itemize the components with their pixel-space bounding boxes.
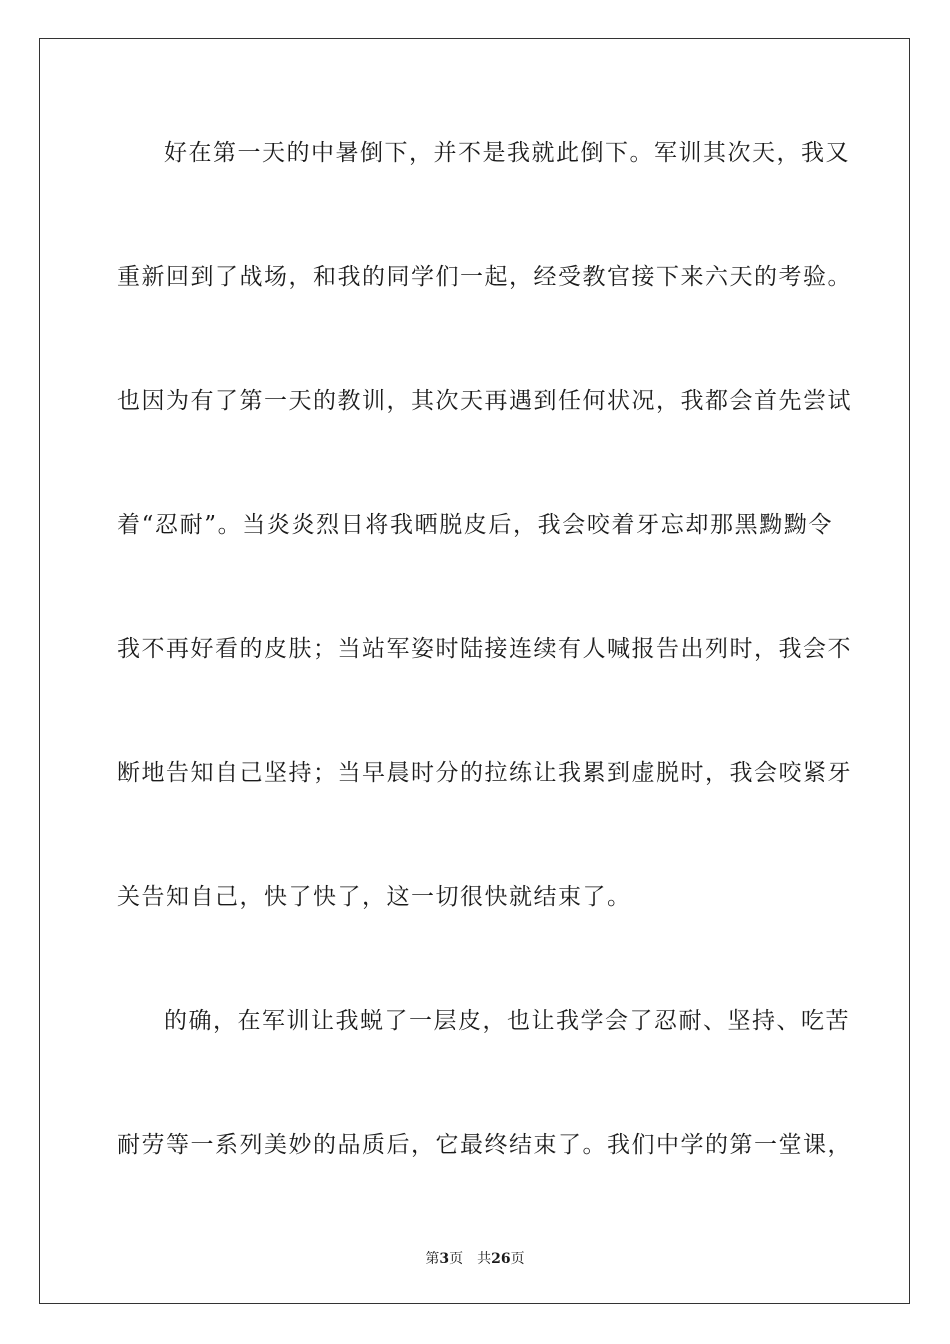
paragraph-line: 着“忍耐”。当炎炎烈日将我晒脱皮后，我会咬着牙忘却那黑黝黝令 <box>117 512 833 538</box>
paragraph-line: 关告知自己，快了快了，这一切很快就结束了。 <box>117 884 632 910</box>
total-pages: 26 <box>491 1251 511 1267</box>
page-footer <box>0 1248 950 1268</box>
page-frame <box>39 38 910 1304</box>
total-suffix: 页 <box>510 1251 525 1267</box>
page-suffix: 页 <box>449 1251 464 1267</box>
paragraph-line: 断地告知自己坚持；当早晨时分的拉练让我累到虚脱时，我会咬紧牙 <box>117 760 852 786</box>
paragraph-line: 也因为有了第一天的教训，其次天再遇到任何状况，我都会首先尝试 <box>117 388 852 414</box>
paragraph-line: 我不再好看的皮肤；当站军姿时陆接连续有人喊报告出列时，我会不 <box>117 636 852 662</box>
paragraph-line: 的确，在军训让我蜕了一层皮，也让我学会了忍耐、坚持、吃苦 <box>164 1008 850 1034</box>
page-number: 3 <box>439 1251 450 1267</box>
total-prefix: 共 <box>477 1251 492 1267</box>
paragraph-line: 耐劳等一系列美妙的品质后，它最终结束了。我们中学的第一堂课， <box>117 1132 852 1158</box>
page-prefix: 第 <box>425 1251 440 1267</box>
paragraph-line: 好在第一天的中暑倒下，并不是我就此倒下。军训其次天，我又 <box>164 140 850 166</box>
paragraph-line: 重新回到了战场，和我的同学们一起，经受教官接下来六天的考验。 <box>117 264 852 290</box>
